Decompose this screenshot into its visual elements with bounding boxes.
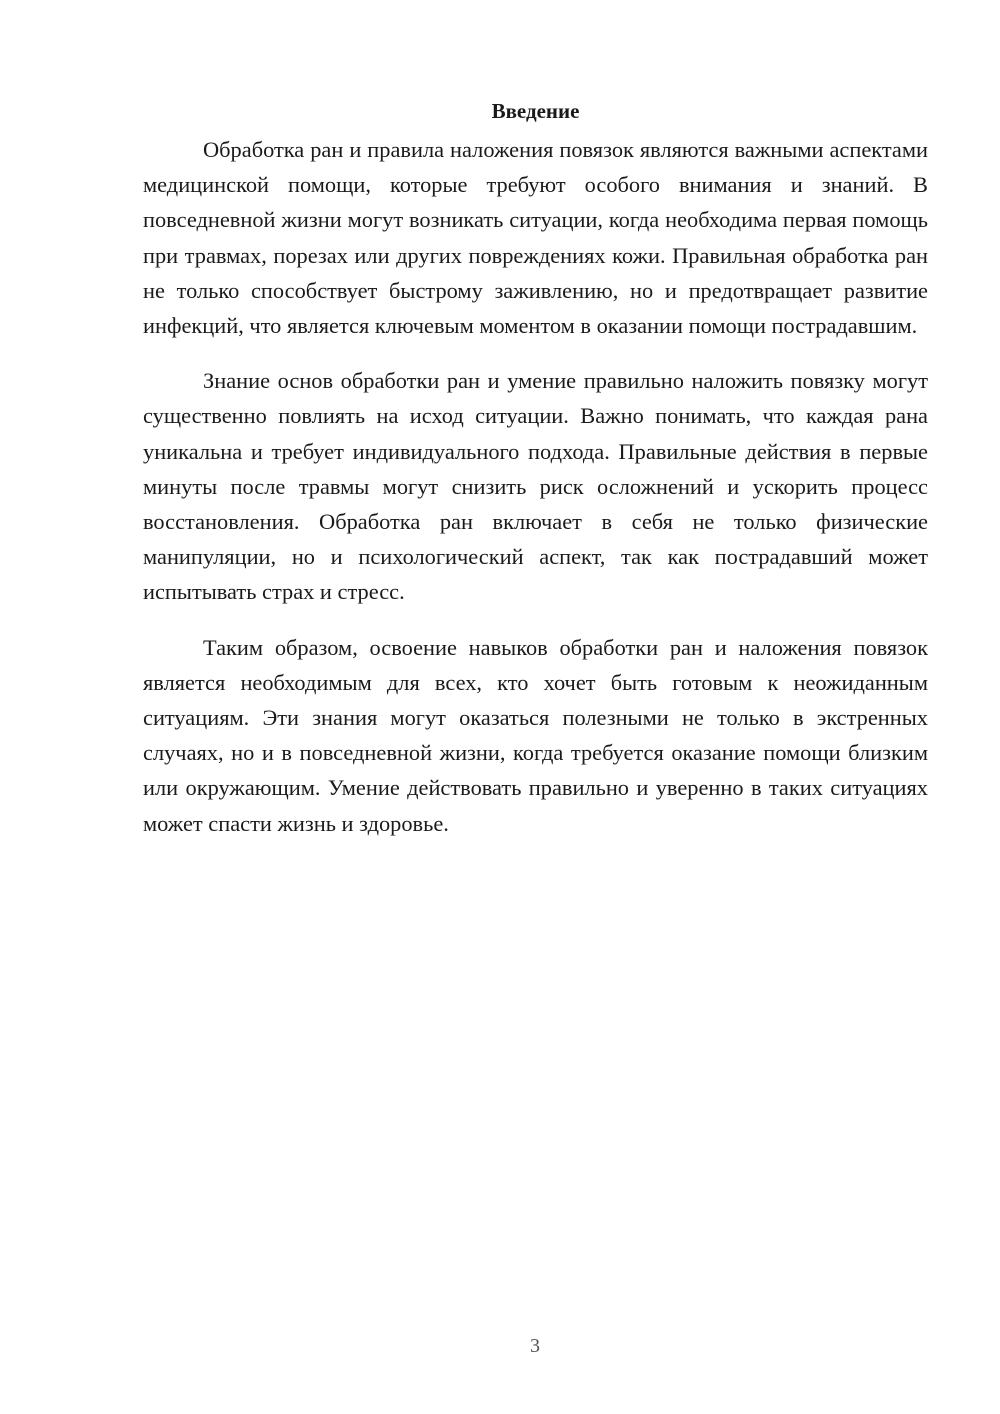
paragraph-1: Обработка ран и правила наложения повязок являются важными аспектами медицинской помощи, которые требуют особого внимания и знаний. В повседневной жизни могут возникать ситуации, когда необходима первая помощь при травмах, порезах или других повреждениях кожи. Правильная обработка ран не только способствует быстрому заживлению, но и предотвращает развитие инфекций, что является ключевым моментом в оказании помощи пострадавшим. bbox=[143, 137, 928, 339]
page-number: 3 bbox=[530, 1335, 540, 1357]
section-title: Введение bbox=[491, 99, 580, 123]
paragraph-3: Таким образом, освоение навыков обработки ран и наложения повязок является необходимым для всех, кто хочет быть готовым к неожиданным ситуациям. Эти знания могут оказаться полезными не только в экстренных случаях, но и в повседневной жизни, когда требуется оказание помощи близким или окружающим. Умение действовать правильно и уверенно в таких ситуациях может спасти жизнь и здоровье. bbox=[143, 634, 928, 836]
page-content bbox=[143, 96, 928, 861]
paragraph-2: Знание основ обработки ран и умение правильно наложить повязку могут существенно повлиять на исход ситуации. Важно понимать, что каждая рана уникальна и требует индивидуального подхода. Правильные действия в первые минуты после травмы могут снизить риск осложнений и ускорить процесс восстановления. Обработка ран включает в себя не только физические манипуляции, но и психологический аспект, так как пострадавший может испытывать страх и стресс. bbox=[143, 368, 928, 605]
